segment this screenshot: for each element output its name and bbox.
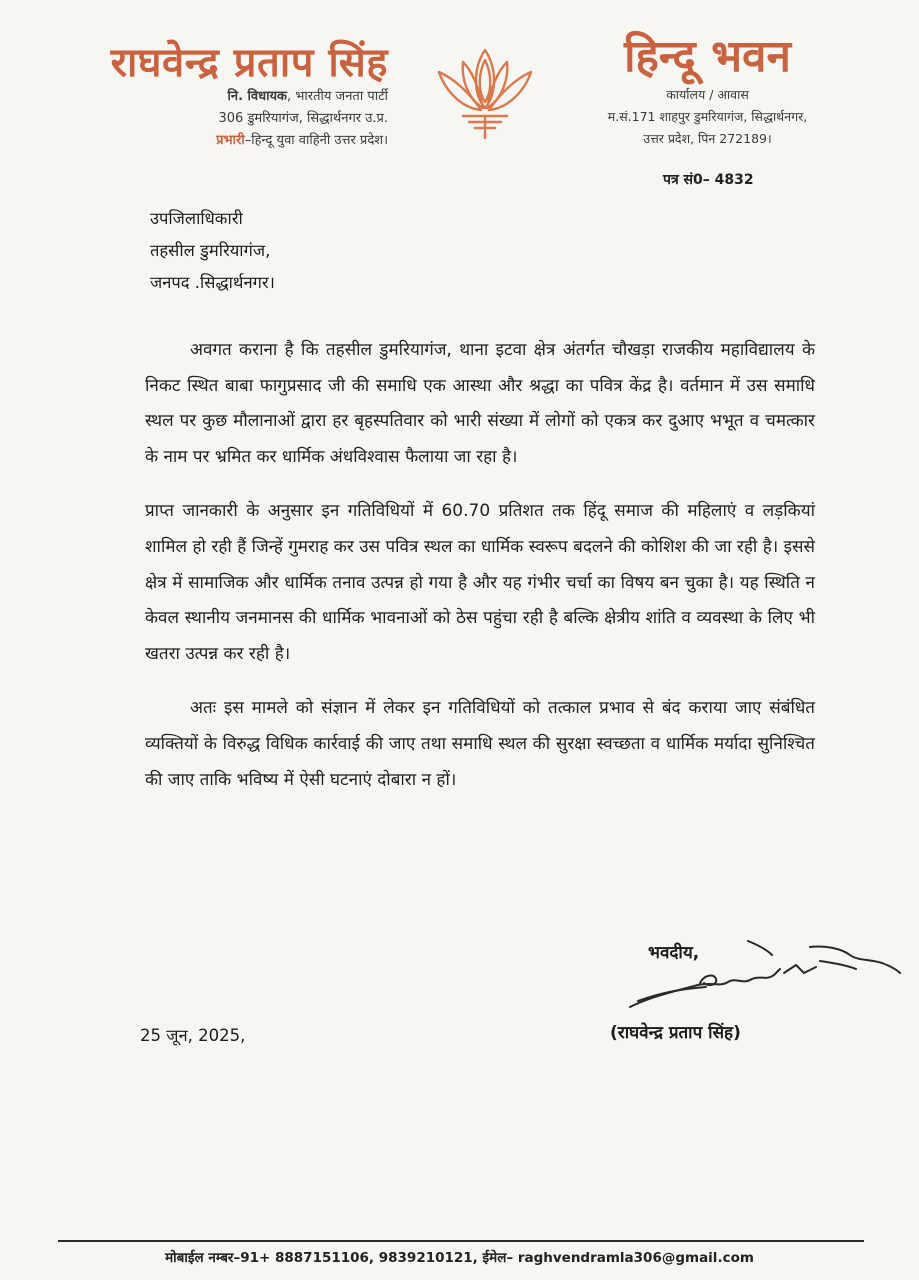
office-pin: उत्तर प्रदेश, पिन 272189। [643,131,772,146]
letter-body [145,333,815,798]
incharge-rest: –हिन्दू युवा वाहिनी उत्तर प्रदेश। [244,133,388,148]
letterhead-left [68,40,388,152]
lotus-emblem-icon [425,42,545,142]
body-paragraph-2: प्राप्त जानकारी के अनुसार इन गतिविधियों में 60.70 प्रतिशत तक हिंदू समाज की महिलाएं व लड़कियां शामिल हो रही हैं जिन्हें गुमराह कर उस पवित्र स्थल का धार्मिक स्वरूप बदलने की कोशिश की जा रही है। इससे क्षेत्र में सामाजिक और धार्मिक तनाव उत्पन्न हो गया है और यह गंभीर चर्चा का विषय बन चुका है। यह स्थिति न केवल स्थानीय जनमानस की धार्मिक भावनाओं को ठेस पहुंचा रही है बल्कि क्षेत्रीय शांति व व्यवस्था के लिए भी खतरा उत्पन्न कर रही है। [145,501,815,664]
letter-number: पत्र सं0– 4832 [663,172,754,188]
addressee-tehsil: तहसील डुमरियागंज, [150,241,271,260]
footer-contact: मोबाईल नम्बर–91+ 8887151106, 9839210121, ईमेल– raghvendramla306@gmail.com [165,1250,754,1266]
addressee-district: जनपद .सिद्धार्थनगर। [150,273,275,292]
letter-date: 25 जून, 2025, [140,1026,246,1045]
footer-divider [58,1240,864,1242]
letterhead-name: राघवेन्द्र प्रताप सिंह [110,39,388,86]
letterhead-constituency: 306 डुमरियागंज, सिद्धार्थनगर उ.प्र. [218,111,388,126]
letterhead-designation [68,86,388,108]
addressee-title: उपजिलाधिकारी [150,209,243,228]
body-paragraph-1: अवगत कराना है कि तहसील डुमरियागंज, थाना इटवा क्षेत्र अंतर्गत चौखड़ा राजकीय महाविद्यालय के निकट स्थित बाबा फागुप्रसाद जी की समाधि एक आस्था और श्रद्धा का पवित्र केंद्र है। वर्तमान में उस समाधि स्थल पर कुछ मौलानाओं द्वारा हर बृहस्पतिवार को भारी संख्या में लोगों को एकत्र कर दुआए भभूत व चमत्कार के नाम पर भ्रमित कर धार्मिक अंधविश्वास फैलाया जा रहा है। [145,340,815,467]
designation-label: नि. विधायक [227,89,288,104]
incharge-label: प्रभारी [216,133,245,148]
closing-salutation: भवदीय, [648,943,700,963]
addressee-block [150,203,275,299]
letterhead-incharge [68,130,388,152]
office-title: हिन्दू भवन [624,31,791,82]
designation-rest: , भारतीय जनता पार्टी [287,89,388,104]
office-type: कार्यालय / आवास [666,87,749,102]
signature-icon [620,935,905,1015]
office-address: म.सं.171 शाहपुर डुमरियागंज, सिद्धार्थनगर, [607,109,808,124]
signer-name: (राघवेन्द्र प्रताप सिंह) [610,1023,741,1043]
body-paragraph-3: अतः इस मामले को संज्ञान में लेकर इन गतिविधियों को तत्काल प्रभाव से बंद कराया जाए संबंधित व्यक्तियों के विरुद्ध विधिक कार्रवाई की जाए तथा समाधि स्थल की सुरक्षा स्वच्छता व धार्मिक मर्यादा सुनिश्चित की जाए ताकि भविष्य में ऐसी घटनाएं दोबारा न हों। [145,698,815,790]
letterhead-right [575,30,840,150]
